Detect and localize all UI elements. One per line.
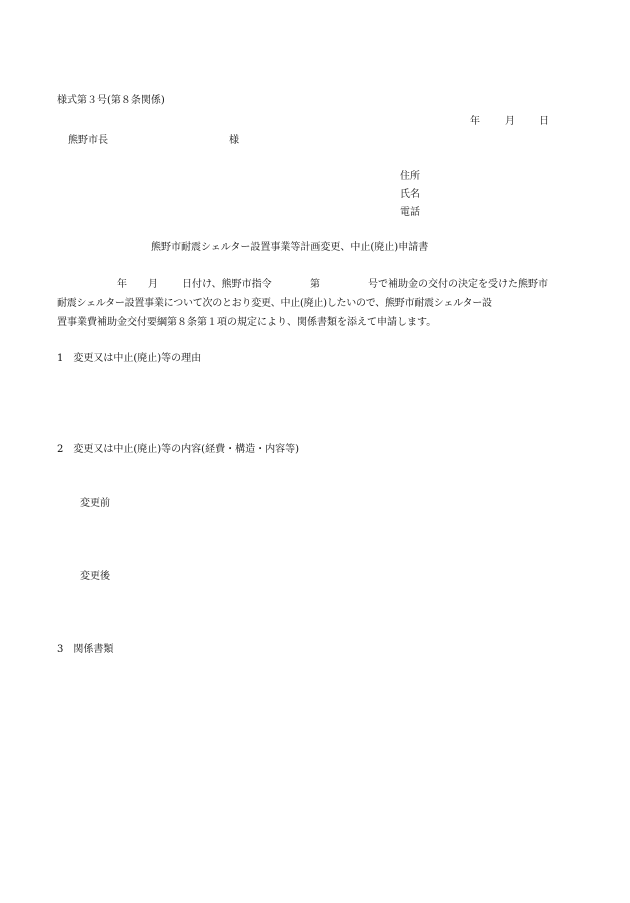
change-after-label: 変更後 (80, 571, 110, 582)
addressee-honorific: 様 (229, 135, 239, 146)
date-day-label: 日 (539, 116, 549, 127)
change-before-label: 変更前 (80, 498, 110, 509)
body-year: 年 (117, 279, 127, 290)
section-1-heading: 1 変更又は中止(廃止)等の理由 (57, 353, 202, 364)
body-line3: 置事業費補助金交付要綱第８条第１項の規定により、関係書類を添えて申請します。 (57, 317, 437, 328)
body-line2: 耐震シェルター設置事業について次のとおり変更、中止(廃止)したいので、熊野市耐震シェルター設 (57, 298, 492, 309)
section-2-heading: 2 変更又は中止(廃止)等の内容(経費・構造・内容等) (57, 444, 299, 455)
date-month-label: 月 (505, 116, 515, 127)
applicant-address-label: 住所 (400, 171, 420, 182)
date-year-label: 年 (470, 116, 480, 127)
section-3-heading: 3 関係書類 (57, 644, 114, 655)
addressee-name: 熊野市長 (68, 135, 108, 146)
body-month: 月 (148, 279, 158, 290)
body-number-prefix: 第 (310, 279, 320, 290)
body-date-suffix: 日付け、熊野市指令 (182, 279, 272, 290)
form-number: 様式第３号(第８条関係) (57, 95, 165, 106)
body-line1-rest: 号で補助金の交付の決定を受けた熊野市 (368, 279, 548, 290)
applicant-phone-label: 電話 (400, 207, 420, 218)
applicant-name-label: 氏名 (400, 189, 420, 200)
document-title: 熊野市耐震シェルター設置事業等計画変更、中止(廃止)申請書 (151, 242, 429, 253)
